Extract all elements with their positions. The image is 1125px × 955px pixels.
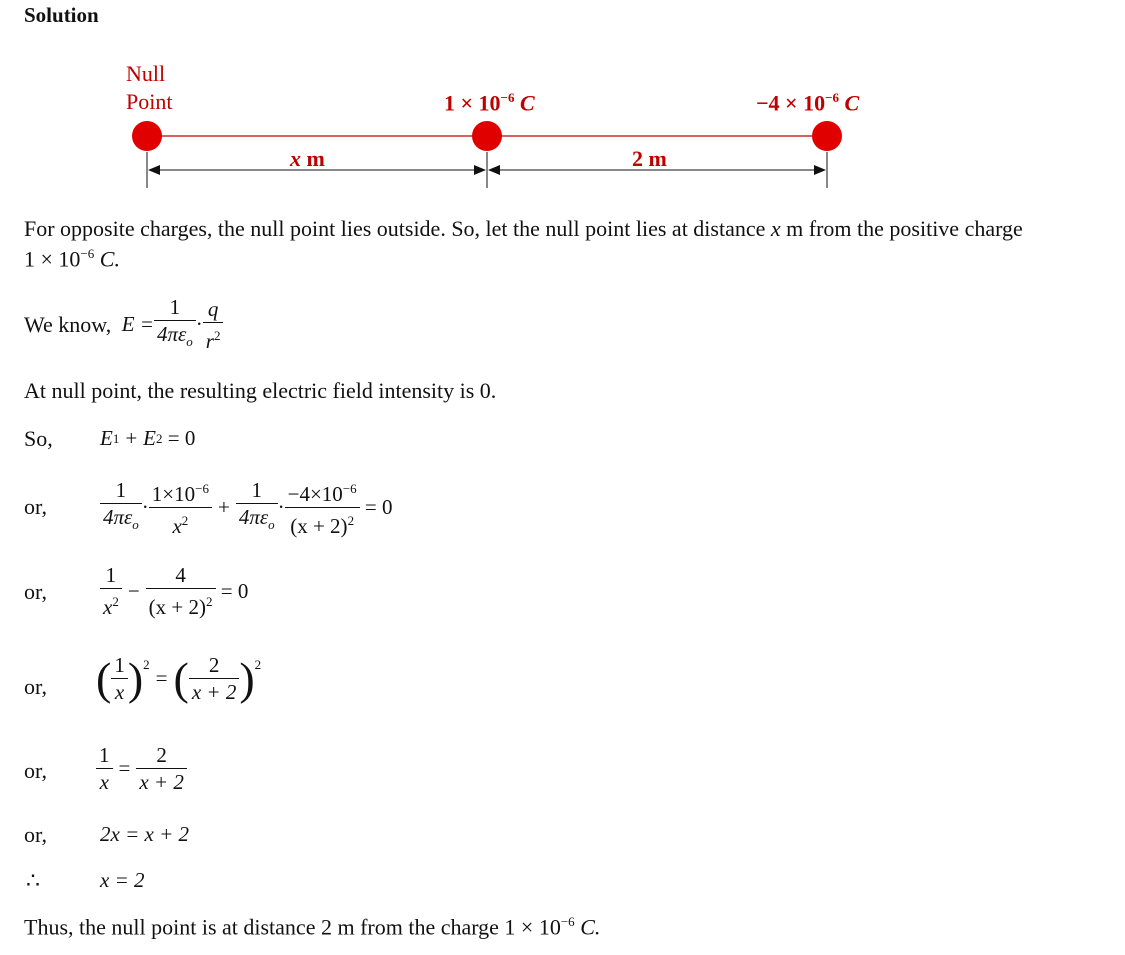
or-label-3: or, — [24, 674, 47, 699]
root-equation: $\frac{1}{x}$ = $\frac{2}{x + 2}$ — [96, 742, 187, 795]
squared-equation: ( $\frac{1}{x}$ ) 2 = ( $\frac{2}{x + 2}$ ) 2 — [96, 652, 262, 704]
coulomb-field-equation: We know, E = $\frac{1}{4\pi\varepsilon_o}$ · $\frac{q}{r^2}$ — [24, 294, 223, 355]
charge1-label: $1 \times 10^{-6}$ C — [444, 90, 535, 116]
intro-line-1: For opposite charges, the null point lies outside. So, let the null point lies at distance x m from the positive charge — [24, 216, 1023, 241]
linear-equation: 2x = x + 2 — [100, 822, 189, 846]
arrowhead-mid-left — [474, 165, 486, 175]
or-label-5: or, — [24, 822, 47, 847]
frac-q-r2: $\frac{q}{r^2}$ — [203, 296, 224, 354]
or-label-4: or, — [24, 758, 47, 783]
conclusion-line: Thus, the null point is at distance 2 m from the charge $1 \times 10^{-6}$ C. — [24, 914, 601, 940]
solution-heading: Solution — [24, 3, 99, 27]
simplified-equation: $\frac{1}{x^2}$ − $\frac{4}{(x + 2)^2}$ = 0 — [100, 562, 248, 620]
intro-line-2: $1 \times 10^{-6}$ C. — [24, 246, 120, 272]
arrowhead-left — [148, 165, 160, 175]
null-point-label: Null Point — [126, 61, 173, 114]
null-point-statement: At null point, the resulting electric field intensity is 0. — [24, 378, 497, 403]
distance-x-label: x m — [290, 146, 325, 171]
therefore-symbol: ∴ — [26, 868, 40, 893]
charge1-dot — [472, 121, 502, 151]
frac-constant: $\frac{1}{4\pi\varepsilon_o}$ — [154, 294, 196, 355]
distance-2m-label: 2 m — [632, 146, 667, 171]
result-equation: x = 2 — [100, 868, 145, 892]
or-label-1: or, — [24, 494, 47, 519]
charge2-dot — [812, 121, 842, 151]
so-label: So, — [24, 426, 53, 451]
charge2-label: $-4 \times 10^{-6}$ C — [756, 90, 860, 116]
or-label-2: or, — [24, 579, 47, 604]
null-point-dot — [132, 121, 162, 151]
sum-equation: E 1 + E 2 = 0 — [100, 426, 196, 450]
arrowhead-mid-right — [488, 165, 500, 175]
arrowhead-right — [814, 165, 826, 175]
field-sum-equation: $\frac{1}{4\pi\varepsilon_o}$ · $\frac{1\times 10^{-6}}{x^2}$ + $\frac{1}{4\pi\varepsilon_o}$ · $\frac{-4\times 10^{-6}}{(x + 2)^2}$ = 0 — [100, 476, 393, 539]
